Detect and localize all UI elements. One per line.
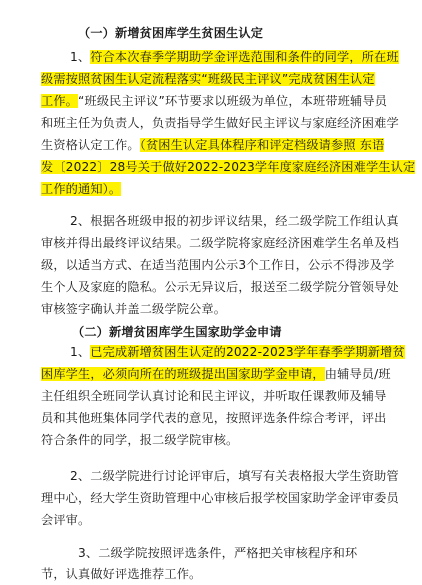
text-line: 级，以适当方式、在适当范围内公示3个工作日，公示不得涉及学: [41, 258, 395, 272]
text-line: [41, 364, 391, 385]
highlighted-text: 工作的通知）。: [41, 182, 122, 196]
item-number: 1、: [70, 50, 91, 64]
text-line: [41, 91, 387, 112]
highlighted-text: 符合本次春季学期助学金评选范围和条件的同学，所在班: [90, 50, 399, 64]
text-line: 审核签字确认并盖二级学院公章。: [41, 302, 227, 316]
text-span: “班级民主评议”环节要求以班级为单位，本班带班辅导员: [78, 94, 388, 108]
highlighted-text: （贫困生认定具体程序和评定档级请参照 东语: [139, 138, 385, 152]
highlighted-text: 已完成新增贫困生认定的2022-2023学年春季学期新增贫: [90, 345, 405, 359]
text-line: 3、二级学院按照评选条件，严格把关审核程序和环: [78, 546, 358, 560]
item-number: 1、: [70, 345, 91, 359]
section-heading: （二）新增贫困库学生国家助学金申请: [72, 325, 282, 339]
text-line: [41, 135, 384, 156]
text-line: [41, 179, 121, 200]
section-heading: （一）新增贫困库学生贫困生认定: [78, 26, 264, 40]
text-line: [41, 69, 375, 90]
highlighted-text: 工作。: [41, 94, 79, 108]
text-line: [41, 157, 415, 178]
text-line: 会评审。: [41, 513, 91, 527]
highlighted-text: 发〔2022〕28号关于做好2022-2023学年度家庭经济困难学生认定: [41, 160, 416, 174]
text-line: 审核并得出最终评议结果。二级学院将家庭经济困难学生名单及档: [41, 236, 399, 250]
highlighted-text: 级需按照贫困生认定流程落实“班级民主评议”完成贫困生认定: [41, 72, 375, 86]
text-line: 2、二级学院进行讨论评审后，填写有关表格报大学生资助管: [70, 469, 399, 483]
text-span: 生资格认定工作。: [41, 138, 140, 152]
highlighted-text: 困库学生，必须向所在的班级提出国家助学金申请，: [41, 367, 325, 381]
text-line: 和班主任为负责人，负责指导学生做好民主评议与家庭经济困难学: [41, 116, 399, 130]
text-line: [70, 47, 399, 68]
text-line: 节，认真做好评选推荐工作。: [41, 567, 202, 581]
text-line: 2、根据各班级申报的初步评议结果，经二级学院工作组认真: [70, 214, 399, 228]
text-span: 由辅导员/班: [324, 367, 391, 381]
text-line: [70, 342, 405, 363]
text-line: 员和其他班集体同学代表的意见，按照评选条件综合考评，评出: [41, 411, 387, 425]
text-line: 生个人及家庭的隐私。公示无异议后，报送至二级学院分管领导处: [41, 280, 399, 294]
text-line: 理中心，经大学生资助管理中心审核后报学校国家助学金评审委员: [41, 491, 399, 505]
text-line: 符合条件的同学，报二级学院审核。: [41, 433, 239, 447]
text-line: 主任组织全班同学认真讨论和民主评议，并听取任课教师及辅导: [41, 389, 387, 403]
